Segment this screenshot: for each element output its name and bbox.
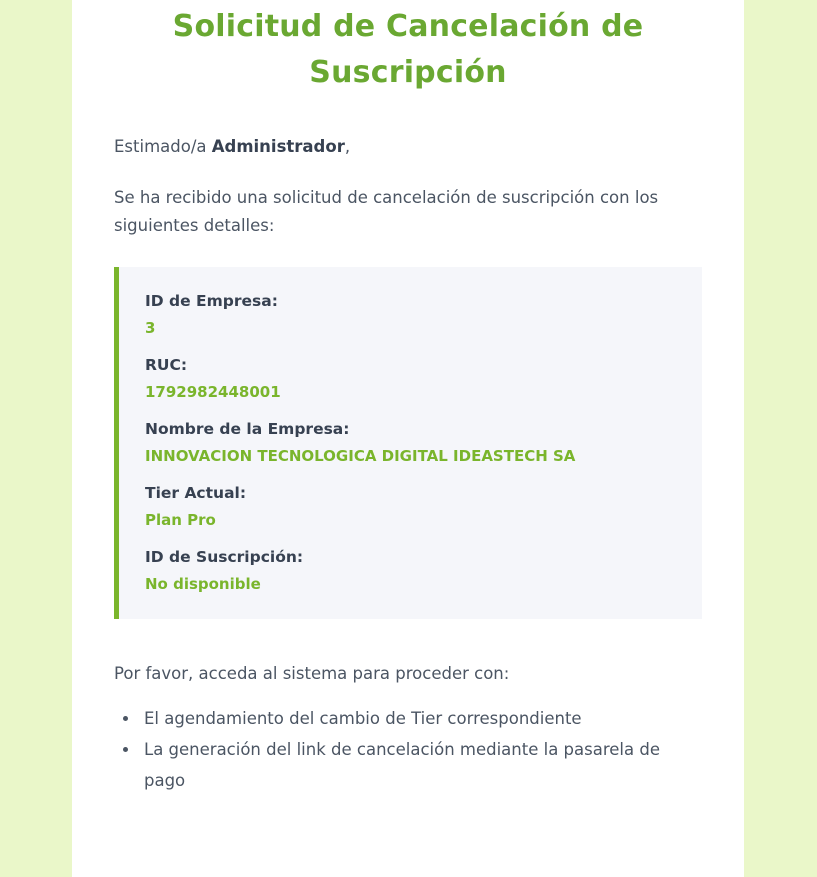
intro-paragraph: Se ha recibido una solicitud de cancelación de suscripción con los siguientes detalles: (114, 188, 659, 235)
subscription-details-box (114, 267, 702, 619)
email-card (72, 0, 744, 877)
greeting-prefix: Estimado/a (114, 137, 212, 156)
greeting-line (114, 134, 702, 160)
list-item: • La generación del link de cancelación mediante la pasarela de pago (140, 734, 702, 796)
detail-value-ruc: 1792982448001 (145, 383, 281, 401)
detail-value-subscription-id: No disponible (145, 575, 261, 593)
detail-label-subscription-id: ID de Suscripción: (145, 548, 304, 566)
detail-label-current-tier: Tier Actual: (145, 484, 247, 502)
detail-value-company-id: 3 (145, 319, 156, 337)
detail-row (145, 289, 676, 339)
detail-row (145, 353, 676, 403)
detail-label-ruc: RUC: (145, 356, 188, 374)
detail-label-company-id: ID de Empresa: (145, 292, 278, 310)
outro-paragraph: Por favor, acceda al sistema para proceder con: (114, 664, 510, 683)
detail-value-company-name: INNOVACION TECNOLOGICA DIGITAL IDEASTECH SA (145, 447, 576, 465)
page-title: Solicitud de Cancelación de Suscripción (172, 9, 644, 90)
detail-label-company-name: Nombre de la Empresa: (145, 420, 350, 438)
detail-row (145, 417, 676, 467)
detail-value-current-tier: Plan Pro (145, 511, 216, 529)
detail-row (145, 481, 676, 531)
greeting-recipient: Administrador (211, 137, 345, 156)
actions-list (114, 703, 702, 796)
list-item: • El agendamiento del cambio de Tier correspondiente (140, 703, 702, 734)
greeting-suffix: , (344, 137, 351, 156)
detail-row (145, 545, 676, 595)
